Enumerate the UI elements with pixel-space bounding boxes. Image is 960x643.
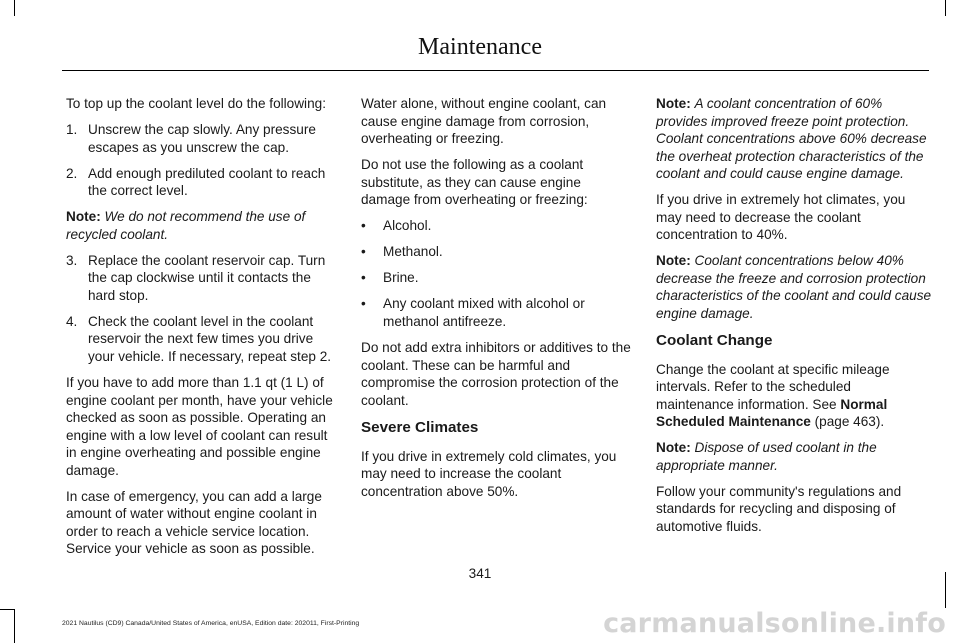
paragraph: Water alone, without engine coolant, can cause engine damage from corrosion, overheating or freezing. (361, 96, 607, 146)
list-item (361, 295, 633, 330)
bullet-icon: • (361, 270, 366, 286)
note (656, 95, 932, 183)
step-text: Check the coolant level in the coolant reservoir the next few times you drive your vehicle. If necessary, repeat step 2. (88, 313, 332, 364)
step-item (66, 252, 338, 305)
note (66, 208, 338, 243)
footer-edition-text: 2021 Nautilus (CD9) Canada/United States of America, enUSA, Edition date: 202011, First-Printing (62, 620, 360, 627)
crop-mark-bottom-left-v (14, 609, 15, 643)
step-item (66, 121, 338, 156)
note (656, 439, 932, 474)
list-item (361, 243, 633, 261)
paragraph: Do not use the following as a coolant substitute, as they can cause engine damage from overheating or freezing: (361, 157, 588, 208)
step-item (66, 165, 338, 200)
step-text: Unscrew the cap slowly. Any pressure escapes as you unscrew the cap. (88, 122, 316, 155)
paragraph: Follow your community's regulations and standards for recycling and disposing of automotive fluids. (656, 483, 902, 534)
bullet-icon: • (361, 296, 366, 312)
list-item-text: Alcohol. (383, 218, 432, 234)
list-item-text: Methanol. (383, 244, 443, 260)
note-label: Note: (656, 440, 691, 456)
step-number: 1. (66, 122, 78, 138)
paragraph: If you drive in extremely cold climates, you may need to increase the coolant concentration above 50%. (361, 448, 617, 499)
paragraph (656, 361, 932, 431)
page-reference: (page 463). (810, 414, 885, 430)
step-number: 2. (66, 165, 78, 181)
crop-mark-top-right-v (945, 0, 946, 16)
note-label: Note: (656, 96, 691, 111)
column-2 (361, 95, 633, 509)
list-item-text: Brine. (383, 270, 419, 286)
step-item (66, 313, 338, 366)
watermark: carmanualsonline.info (603, 608, 946, 639)
list-item (361, 269, 633, 287)
crop-mark-top-left-v (14, 0, 15, 16)
paragraph-text: Change the coolant at specific mileage intervals. Refer to the scheduled maintenance information. See (656, 361, 890, 412)
step-text: Add enough prediluted coolant to reach the correct level. (88, 165, 326, 199)
note-text: We do not recommend the use of recycled coolant. (66, 209, 306, 242)
list-item-text: Any coolant mixed with alcohol or methanol antifreeze. (383, 296, 585, 329)
paragraph: If you drive in extremely hot climates, you may need to decrease the coolant concentration to 40%. (656, 192, 906, 243)
note-text: Coolant concentrations below 40% decrease the freeze and corrosion protection characteristics of the coolant and could cause engine damage. (656, 253, 932, 321)
column-3 (656, 95, 932, 544)
note-text: Dispose of used coolant in the appropriate manner. (656, 440, 877, 473)
paragraph: If you have to add more than 1.1 qt (1 L) of engine coolant per month, have your vehicle checked as soon as possible. Operating an engine with a low level of coolant can result in engine overheating and possible engine damage. (66, 375, 333, 478)
header-rule (62, 70, 929, 71)
intro-text: To top up the coolant level do the following: (66, 96, 326, 111)
section-heading: Coolant Change (656, 331, 773, 349)
section-heading: Severe Climates (361, 418, 479, 436)
crop-mark-bottom-left-h (0, 609, 14, 610)
column-1 (66, 95, 338, 566)
note (656, 252, 932, 322)
page-number: 341 (468, 566, 492, 581)
step-text: Replace the coolant reservoir cap. Turn the cap clockwise until it contacts the hard stop. (88, 252, 326, 303)
note-text: A coolant concentration of 60% provides improved freeze point protection. Coolant concentrations above 60% decrease the overheat protection characteristics of the coolant and could cause engine damage. (656, 96, 927, 181)
paragraph: Do not add extra inhibitors or additives to the coolant. These can be harmful and compromise the corrosion protection of the coolant. (361, 340, 631, 408)
bullet-icon: • (361, 218, 366, 234)
bullet-icon: • (361, 244, 366, 260)
note-label: Note: (656, 253, 691, 269)
list-item (361, 217, 633, 235)
paragraph: In case of emergency, you can add a large amount of water without engine coolant in order to reach a vehicle service location. Service your vehicle as soon as possible. (66, 488, 322, 557)
cross-reference-link[interactable]: Normal Scheduled Maintenance (656, 396, 888, 430)
page-title: Maintenance (418, 34, 542, 60)
step-number: 4. (66, 313, 78, 329)
step-number: 3. (66, 252, 78, 268)
note-label: Note: (66, 209, 101, 225)
